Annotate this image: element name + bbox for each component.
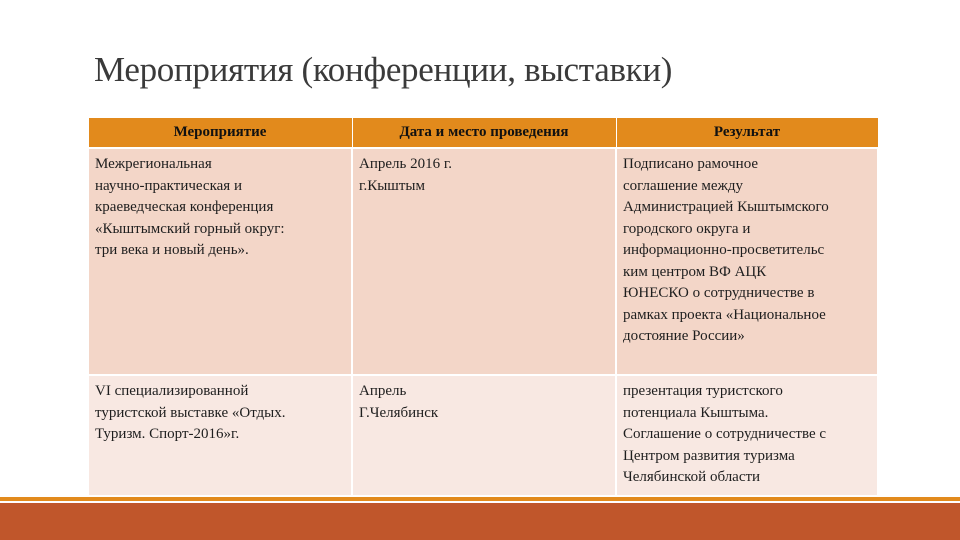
cell-date-place [352,375,616,496]
result-text: Подписано рамочное соглашение между Администрацией Кыштымского городского округа и информационно-просветительс ким центром ВФ АЦК ЮНЕСКО о сотрудничестве в рамках проекта «Национальное достояние России» [623,156,829,344]
footer-accent-line [0,497,960,501]
cell-event [88,375,352,496]
date-place-text: Апрель 2016 г. г.Кыштым [359,156,453,194]
result-text: презентация туристского потенциала Кыштыма. Соглашение о сотрудничестве с Центром развития туризма Челябинской области [623,383,827,485]
slide-title: Мероприятия (конференции, выставки) [94,50,673,89]
cell-date-place [352,148,616,375]
header-event: Мероприятие [88,118,352,149]
cell-result [616,148,878,375]
event-text: VI специализированной туристской выставке «Отдых. Туризм. Спорт-2016»г. [95,383,286,442]
header-result: Результат [616,118,878,149]
footer-bar [0,503,960,540]
table-row [88,375,878,496]
cell-result [616,375,878,496]
table-header-row [88,118,878,149]
events-table [87,117,879,497]
table-row [88,148,878,375]
date-place-text: Апрель Г.Челябинск [359,383,439,421]
cell-event [88,148,352,375]
header-date-place: Дата и место проведения [352,118,616,149]
event-text: Межрегиональная научно-практическая и краеведческая конференция «Кыштымский горный округ: три века и новый день». [95,156,285,258]
